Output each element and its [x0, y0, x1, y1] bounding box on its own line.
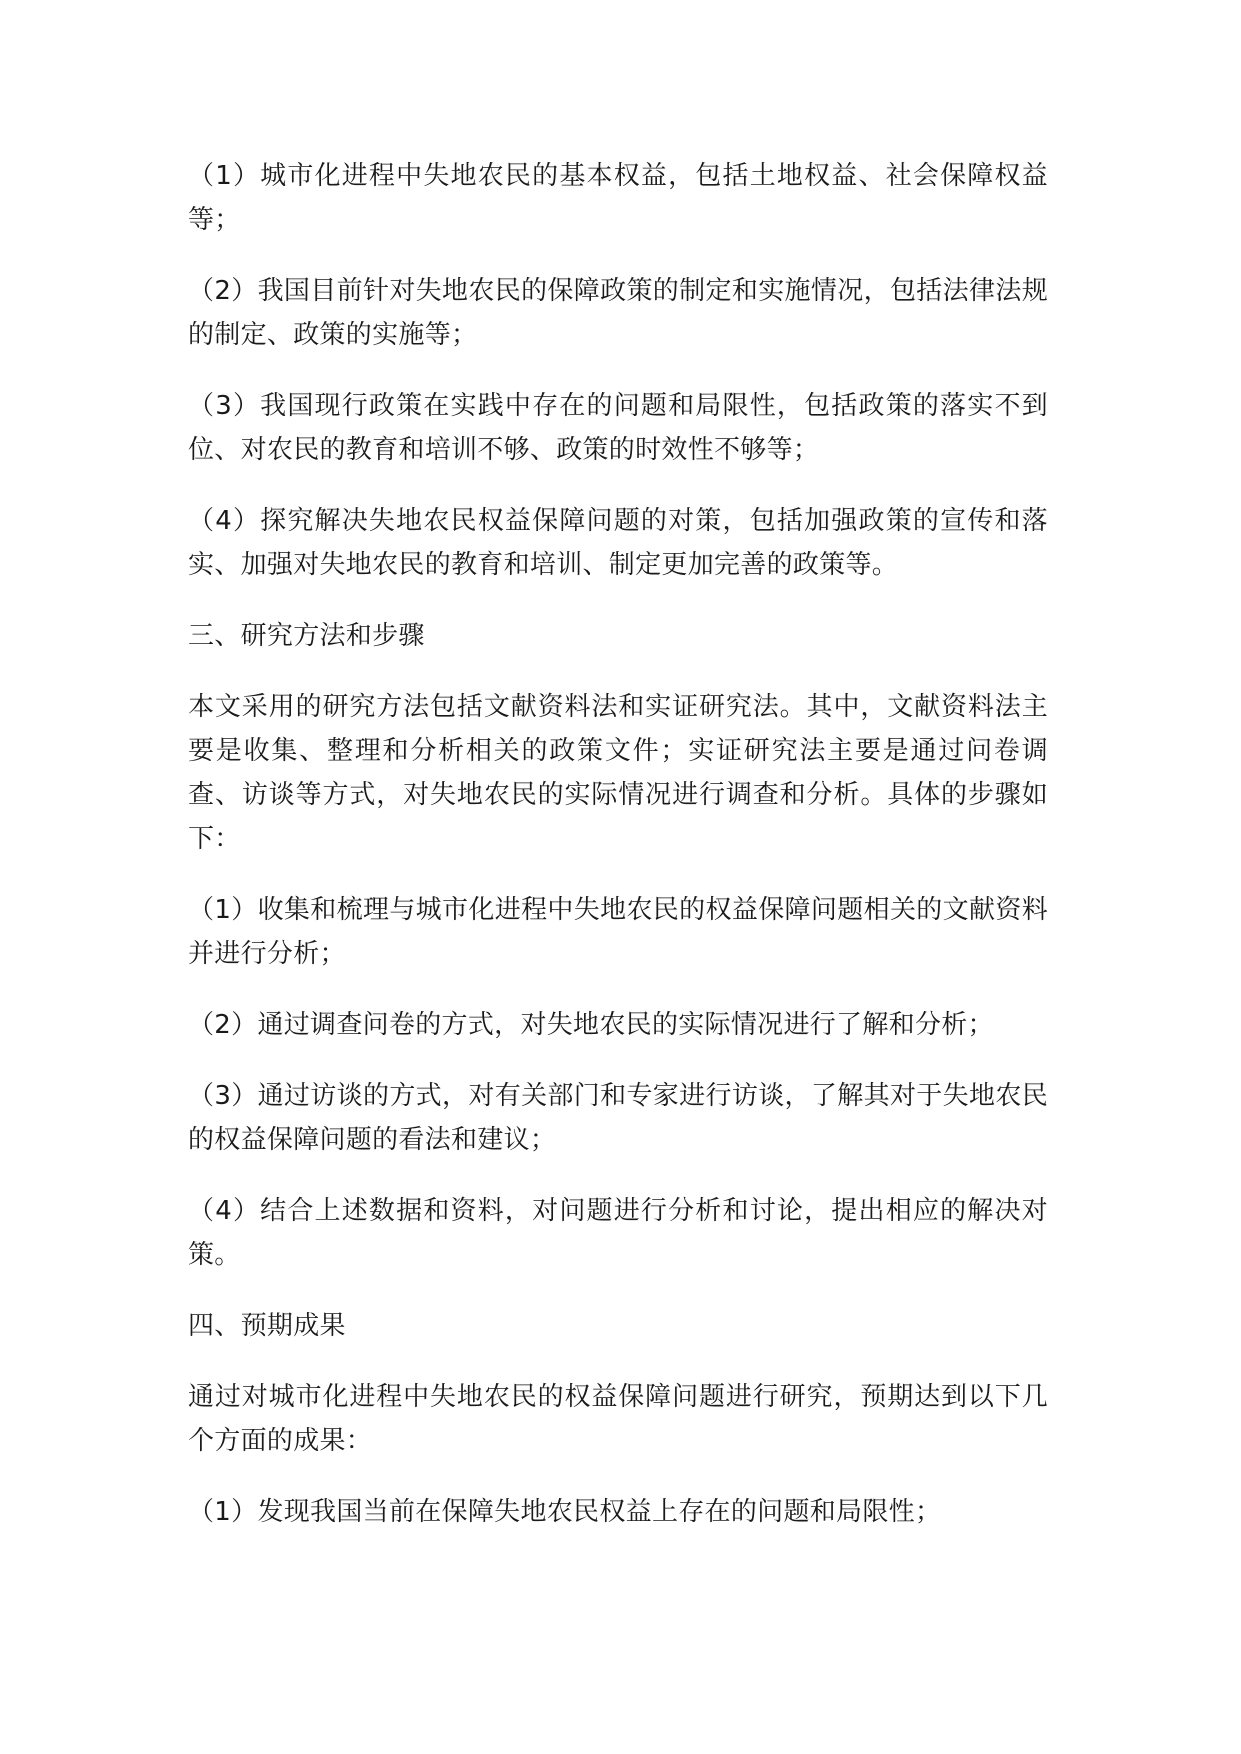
section-heading-methods: 三、研究方法和步骤 — [188, 621, 425, 651]
step-item-1: （1）收集和梳理与城市化进程中失地农民的权益保障问题相关的文献资料并进行分析； — [188, 895, 1048, 969]
methods-paragraph: 本文采用的研究方法包括文献资料法和实证研究法。其中，文献资料法主要是收集、整理和分析相关的政策文件；实证研究法主要是通过问卷调查、访谈等方式，对失地农民的实际情况进行调查和分析。具体的步骤如下： — [188, 692, 1048, 854]
list-item-3: （3）我国现行政策在实践中存在的问题和局限性，包括政策的落实不到位、对农民的教育和培训不够、政策的时效性不够等； — [188, 391, 1048, 465]
document-body — [188, 154, 1048, 1561]
list-item-1: （1）城市化进程中失地农民的基本权益，包括土地权益、社会保障权益等； — [188, 161, 1048, 235]
section-heading-outcomes: 四、预期成果 — [188, 1311, 346, 1341]
list-item-2: （2）我国目前针对失地农民的保障政策的制定和实施情况，包括法律法规的制定、政策的实施等； — [188, 276, 1048, 350]
list-item-4: （4）探究解决失地农民权益保障问题的对策，包括加强政策的宣传和落实、加强对失地农民的教育和培训、制定更加完善的政策等。 — [188, 506, 1048, 580]
outcome-item-1: （1）发现我国当前在保障失地农民权益上存在的问题和局限性； — [188, 1497, 942, 1527]
step-item-3: （3）通过访谈的方式，对有关部门和专家进行访谈，了解其对于失地农民的权益保障问题的看法和建议； — [188, 1081, 1048, 1155]
outcomes-paragraph: 通过对城市化进程中失地农民的权益保障问题进行研究，预期达到以下几个方面的成果： — [188, 1382, 1048, 1456]
step-item-2: （2）通过调查问卷的方式，对失地农民的实际情况进行了解和分析； — [188, 1010, 994, 1040]
step-item-4: （4）结合上述数据和资料，对问题进行分析和讨论，提出相应的解决对策。 — [188, 1196, 1048, 1270]
